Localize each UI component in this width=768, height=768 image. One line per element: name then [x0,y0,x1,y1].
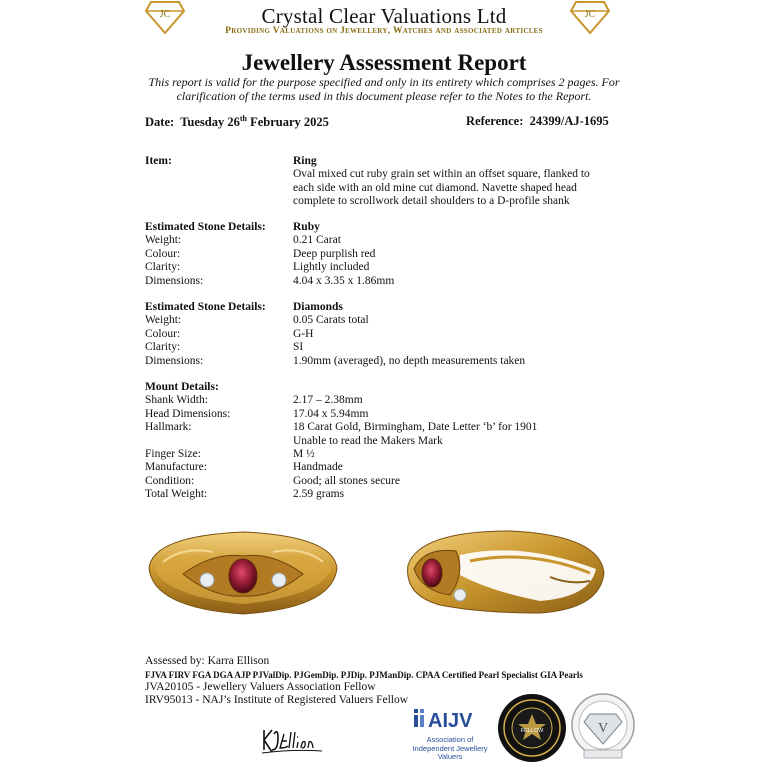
ring-photo-front [143,522,343,622]
reference-value: 24399/AJ-1695 [529,114,609,128]
report-intro [140,75,628,103]
item-description-line: complete to scrollwork detail shoulders to a D-profile shank [293,195,570,208]
assessor-qualifications: FJVA FIRV FGA DGA AJP PJValDip. PJGemDip. PJDip. PJManDip. CPAA Certified Pearl Specialist GIA Pearls [145,670,583,680]
detail-label: Dimensions: [145,354,204,367]
reference-label: Reference: [466,114,524,128]
detail-value: Good; all stones secure [293,474,400,487]
detail-value: 17.04 x 5.94mm [293,407,369,420]
date-label: Date: [145,115,175,130]
item-value-block [293,155,613,209]
mount-heading: Mount Details: [145,381,219,393]
item-section [145,155,615,211]
membership-jva: JVA20105 - Jewellery Valuers Association Fellow [145,681,376,693]
date-value-rest: February 2025 [246,115,329,130]
intro-line: clarification of the terms used in this document please refer to the Notes to the Report. [176,89,592,103]
detail-value: 0.21 Carat [293,234,341,247]
detail-value: 4.04 x 3.35 x 1.86mm [293,274,395,287]
detail-label: Finger Size: [145,447,201,460]
detail-value: 1.90mm (averaged), no depth measurements taken [293,354,526,367]
item-label: Item: [145,155,172,167]
detail-label: Manufacture: [145,461,207,474]
stone-heading: Estimated Stone Details: [145,301,266,313]
report-title: Jewellery Assessment Report [241,50,527,75]
detail-value: Unable to read the Makers Mark [293,434,443,447]
detail-label: Shank Width: [145,394,208,407]
aijv-logo-icon [408,705,492,731]
detail-value: Lightly included [293,261,370,274]
ring-photo-side [400,525,610,620]
intro-line: This report is valid for the purpose specified and only in its entirety which comprises 2 pages. For [148,75,620,89]
svg-text:JC: JC [584,9,596,20]
svg-text:JC: JC [159,9,171,20]
stone-name: Diamonds [293,301,343,313]
item-description-line: Oval mixed cut ruby grain set within an offset square, flanked to [293,168,590,181]
svg-text:V: V [597,721,609,736]
detail-label: Dimensions: [145,274,204,287]
detail-label: Colour: [145,327,181,340]
detail-label: Head Dimensions: [145,407,231,420]
detail-value: G-H [293,327,314,340]
detail-value: 18 Carat Gold, Birmingham, Date Letter ‘b’ for 1901 [293,421,538,434]
ruby-section [145,221,615,288]
naj-fellow-badge [496,692,568,764]
detail-label: Clarity: [145,341,181,354]
detail-value: 2.17 – 2.38mm [293,394,363,407]
company-name: Crystal Clear Valuations Ltd [261,4,507,28]
membership-irv: IRV95013 - NAJ’s Institute of Registered Valuers Fellow [145,694,409,706]
mount-section [145,381,615,502]
date-suffix: th [239,114,247,123]
detail-label: Weight: [145,314,182,327]
stone-heading: Estimated Stone Details: [145,221,266,233]
detail-value: M ½ [293,447,315,460]
detail-label: Clarity: [145,261,181,274]
item-description-line: each side with an old mine cut diamond. Navette shaped head [293,181,577,194]
detail-value: 2.59 grams [293,488,345,501]
stone-name: Ruby [293,221,320,233]
diamond-section [145,301,615,368]
svg-text:AIJV: AIJV [428,710,473,731]
aijv-subtitle: Association of Independent Jewellery Valuers [412,735,488,761]
detail-value: Handmade [293,461,343,474]
date-value: Tuesday 26 [180,115,240,130]
detail-label: Hallmark: [145,421,192,434]
detail-label: Weight: [145,234,182,247]
detail-value: SI [293,341,304,354]
aijv-badge [408,705,492,763]
detail-value: 0.05 Carats total [293,314,369,327]
report-reference [466,114,609,129]
detail-value: Deep purplish red [293,247,376,260]
company-tagline: Providing Valuations on Jewellery, Watches and associated articles [225,26,543,36]
detail-label: Total Weight: [145,488,208,501]
detail-label: Colour: [145,247,181,260]
irv-valuers-badge [570,692,636,762]
assessor-signature [258,724,328,756]
detail-label: Condition: [145,474,195,487]
svg-text:FELLOW: FELLOW [520,728,544,734]
report-date [145,114,329,130]
item-type: Ring [293,155,317,167]
assessor: Assessed by: Karra Ellison [145,655,270,667]
